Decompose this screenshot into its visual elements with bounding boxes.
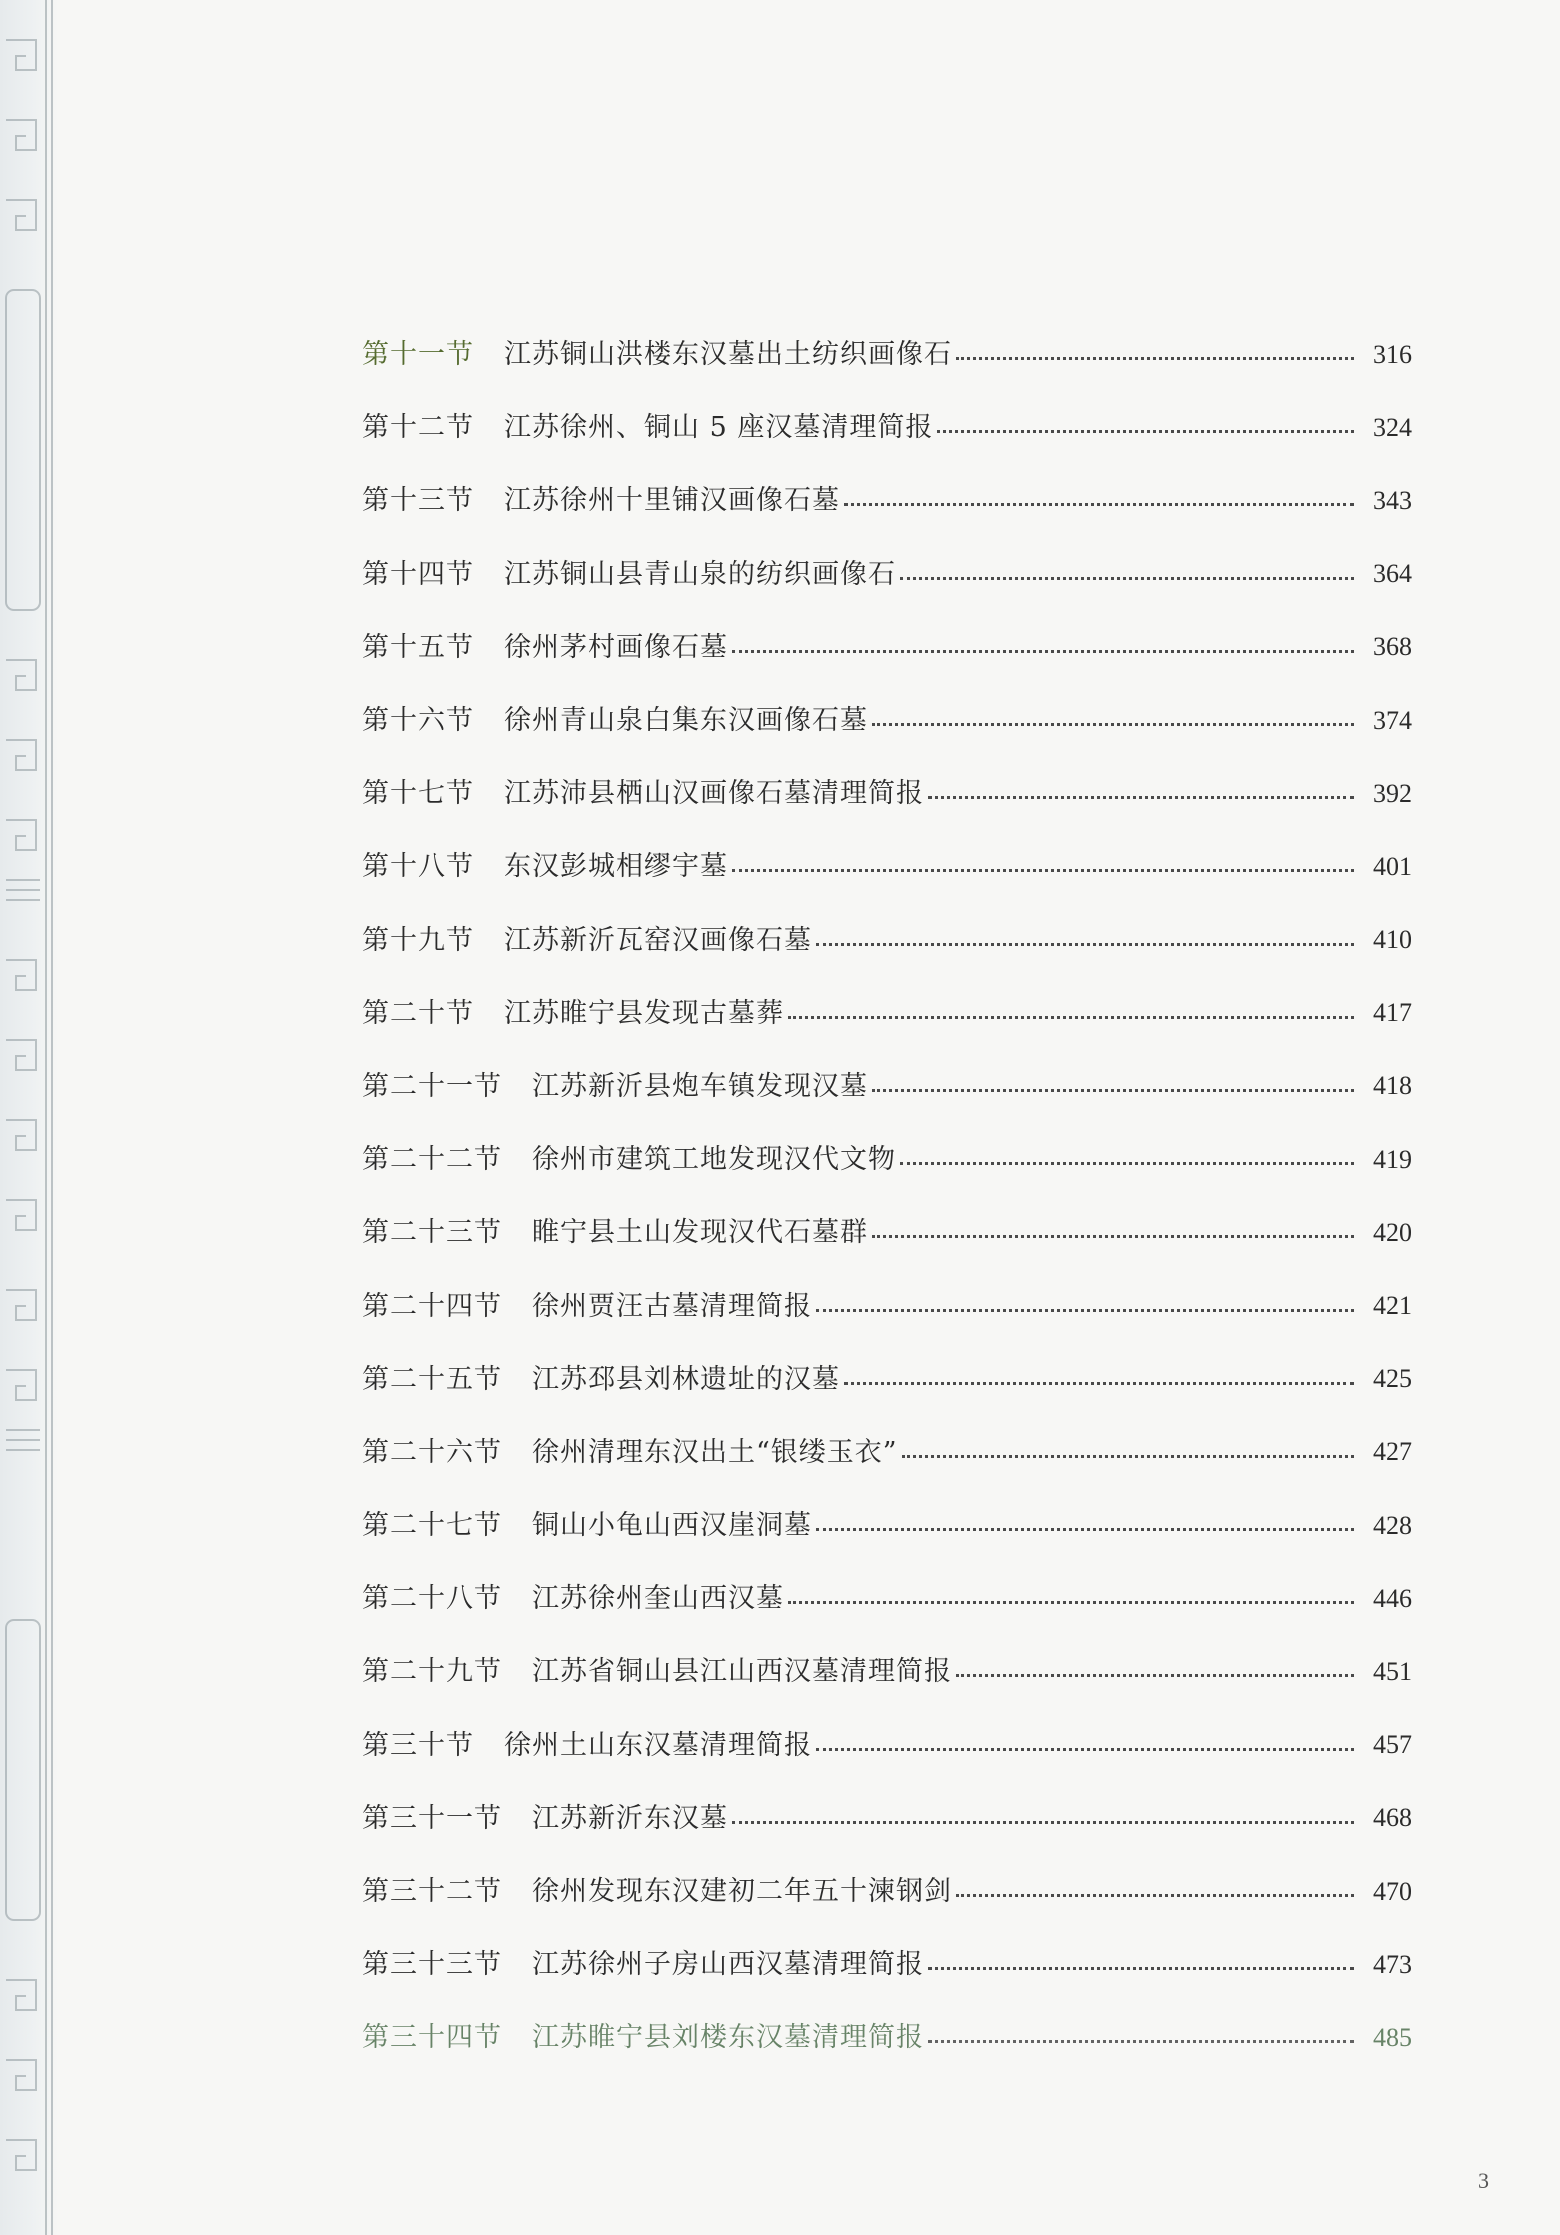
toc-entry-title: 江苏沛县栖山汉画像石墓清理简报 (504, 778, 924, 810)
toc-entry[interactable] (362, 1123, 1412, 1196)
toc-entry-title: 徐州土山东汉墓清理简报 (504, 1729, 812, 1761)
toc-page-number: 368 (1373, 632, 1412, 662)
dot-leader (902, 1455, 1354, 1458)
toc-page-number: 421 (1373, 1291, 1412, 1321)
toc-section-number: 第二十六节 (362, 1436, 502, 1468)
toc-entry-title: 徐州茅村画像石墓 (504, 631, 728, 663)
dot-leader (816, 1528, 1354, 1531)
toc-entry-title: 徐州清理东汉出土“银缕玉衣” (532, 1436, 898, 1468)
toc-section-number: 第二十八节 (362, 1583, 502, 1615)
toc-page-number: 418 (1373, 1071, 1412, 1101)
dot-leader (788, 1601, 1354, 1604)
dot-leader (900, 577, 1354, 580)
page-number: 3 (1478, 2168, 1489, 2193)
toc-page-number: 401 (1373, 851, 1412, 881)
toc-page-number: 374 (1373, 705, 1412, 735)
dot-leader (732, 869, 1354, 872)
toc-entry-title: 江苏徐州、铜山 5 座汉墓清理简报 (504, 412, 934, 444)
toc-section-number: 第十二节 (362, 412, 474, 444)
toc-entry[interactable] (362, 1050, 1412, 1123)
toc-entry-title: 江苏铜山县青山泉的纺织画像石 (504, 558, 896, 590)
toc-page-number: 427 (1373, 1437, 1412, 1467)
dot-leader (956, 1674, 1354, 1677)
toc-entry-title: 徐州发现东汉建初二年五十湅钢剑 (532, 1876, 952, 1908)
toc-entry[interactable] (362, 757, 1412, 830)
toc-entry-title: 东汉彭城相缪宇墓 (504, 851, 728, 883)
toc-entry-title: 江苏新沂县炮车镇发现汉墓 (532, 1070, 868, 1102)
toc-entry-title: 江苏徐州奎山西汉墓 (532, 1583, 784, 1615)
toc-entry[interactable] (362, 464, 1412, 537)
toc-entry-title: 江苏铜山洪楼东汉墓出土纺织画像石 (504, 339, 952, 371)
toc-entry-title: 江苏睢宁县发现古墓葬 (504, 997, 784, 1029)
toc-entry[interactable] (362, 1855, 1412, 1928)
toc-page-number: 417 (1373, 998, 1412, 1028)
toc-entry-title: 江苏新沂东汉墓 (532, 1802, 728, 1834)
dot-leader (732, 650, 1354, 653)
dot-leader (816, 1748, 1354, 1751)
dot-leader (872, 723, 1354, 726)
toc-entry[interactable] (362, 1269, 1412, 1342)
toc-section-number: 第二十四节 (362, 1290, 502, 1322)
toc-page-number: 392 (1373, 778, 1412, 808)
toc-entry-title: 徐州市建筑工地发现汉代文物 (532, 1144, 896, 1176)
dot-leader (844, 503, 1354, 506)
toc-page-number: 419 (1373, 1144, 1412, 1174)
toc-page-number: 470 (1373, 1876, 1412, 1906)
toc-entry-title: 睢宁县土山发现汉代石墓群 (532, 1217, 868, 1249)
toc-entry[interactable] (362, 1416, 1412, 1489)
table-of-contents (362, 318, 1412, 2075)
toc-page-number: 446 (1373, 1583, 1412, 1613)
toc-entry[interactable] (362, 830, 1412, 903)
toc-entry[interactable] (362, 318, 1412, 391)
toc-entry-title: 江苏徐州十里铺汉画像石墓 (504, 485, 840, 517)
toc-page-number: 468 (1373, 1803, 1412, 1833)
toc-page-number: 457 (1373, 1730, 1412, 1760)
toc-entry[interactable] (362, 1489, 1412, 1562)
dot-leader (788, 1016, 1354, 1019)
toc-section-number: 第三十四节 (362, 2022, 502, 2054)
toc-entry-title: 江苏徐州子房山西汉墓清理简报 (532, 1949, 924, 1981)
toc-section-number: 第二十九节 (362, 1656, 502, 1688)
toc-section-number: 第二十二节 (362, 1144, 502, 1176)
toc-section-number: 第十八节 (362, 851, 474, 883)
toc-entry-title: 江苏新沂瓦窑汉画像石墓 (504, 924, 812, 956)
dot-leader (872, 1089, 1354, 1092)
toc-entry[interactable] (362, 977, 1412, 1050)
toc-section-number: 第十九节 (362, 924, 474, 956)
toc-section-number: 第十六节 (362, 705, 474, 737)
toc-section-number: 第二十五节 (362, 1363, 502, 1395)
toc-entry[interactable] (362, 2001, 1412, 2074)
toc-page-number: 485 (1373, 2022, 1412, 2052)
toc-section-number: 第十一节 (362, 339, 474, 371)
toc-entry-title: 江苏邳县刘林遗址的汉墓 (532, 1363, 840, 1395)
toc-entry[interactable] (362, 391, 1412, 464)
toc-section-number: 第三十节 (362, 1729, 474, 1761)
toc-section-number: 第十七节 (362, 778, 474, 810)
toc-section-number: 第十三节 (362, 485, 474, 517)
dot-leader (937, 430, 1354, 433)
toc-section-number: 第二十节 (362, 997, 474, 1029)
toc-page-number: 428 (1373, 1510, 1412, 1540)
toc-entry-title: 徐州贾汪古墓清理简报 (532, 1290, 812, 1322)
toc-entry[interactable] (362, 1709, 1412, 1782)
toc-section-number: 第三十三节 (362, 1949, 502, 1981)
toc-section-number: 第十五节 (362, 631, 474, 663)
toc-section-number: 第二十一节 (362, 1070, 502, 1102)
toc-entry[interactable] (362, 1562, 1412, 1635)
dot-leader (816, 943, 1354, 946)
toc-page-number: 451 (1373, 1656, 1412, 1686)
dot-leader (844, 1382, 1354, 1385)
toc-page-number: 410 (1373, 925, 1412, 955)
dot-leader (900, 1162, 1354, 1165)
toc-section-number: 第十四节 (362, 558, 474, 590)
toc-entry-title: 江苏省铜山县江山西汉墓清理简报 (532, 1656, 952, 1688)
decorative-left-border (0, 0, 58, 2235)
toc-page-number: 425 (1373, 1364, 1412, 1394)
toc-page-number: 343 (1373, 485, 1412, 515)
dot-leader (816, 1309, 1354, 1312)
toc-entry[interactable] (362, 1928, 1412, 2001)
dot-leader (732, 1821, 1354, 1824)
dot-leader (872, 1235, 1354, 1238)
toc-entry[interactable] (362, 1343, 1412, 1416)
toc-section-number: 第二十三节 (362, 1217, 502, 1249)
toc-entry[interactable] (362, 1196, 1412, 1269)
meander-pattern-icon (0, 0, 58, 2235)
toc-page-number: 473 (1373, 1949, 1412, 1979)
dot-leader (956, 357, 1354, 360)
toc-section-number: 第三十二节 (362, 1876, 502, 1908)
toc-page-number: 420 (1373, 1217, 1412, 1247)
toc-entry-title: 江苏睢宁县刘楼东汉墓清理简报 (532, 2022, 924, 2054)
dot-leader (928, 2040, 1354, 2043)
dot-leader (956, 1894, 1354, 1897)
toc-entry[interactable] (362, 684, 1412, 757)
dot-leader (928, 1967, 1354, 1970)
toc-entry[interactable] (362, 1782, 1412, 1855)
toc-section-number: 第二十七节 (362, 1510, 502, 1542)
toc-entry-title: 徐州青山泉白集东汉画像石墓 (504, 705, 868, 737)
toc-entry-title: 铜山小龟山西汉崖洞墓 (532, 1510, 812, 1542)
toc-entry[interactable] (362, 611, 1412, 684)
toc-page-number: 364 (1373, 559, 1412, 589)
toc-entry[interactable] (362, 1635, 1412, 1708)
toc-entry[interactable] (362, 538, 1412, 611)
dot-leader (928, 796, 1354, 799)
toc-section-number: 第三十一节 (362, 1802, 502, 1834)
toc-page-number: 316 (1373, 339, 1412, 369)
toc-entry[interactable] (362, 904, 1412, 977)
toc-page-number: 324 (1373, 412, 1412, 442)
